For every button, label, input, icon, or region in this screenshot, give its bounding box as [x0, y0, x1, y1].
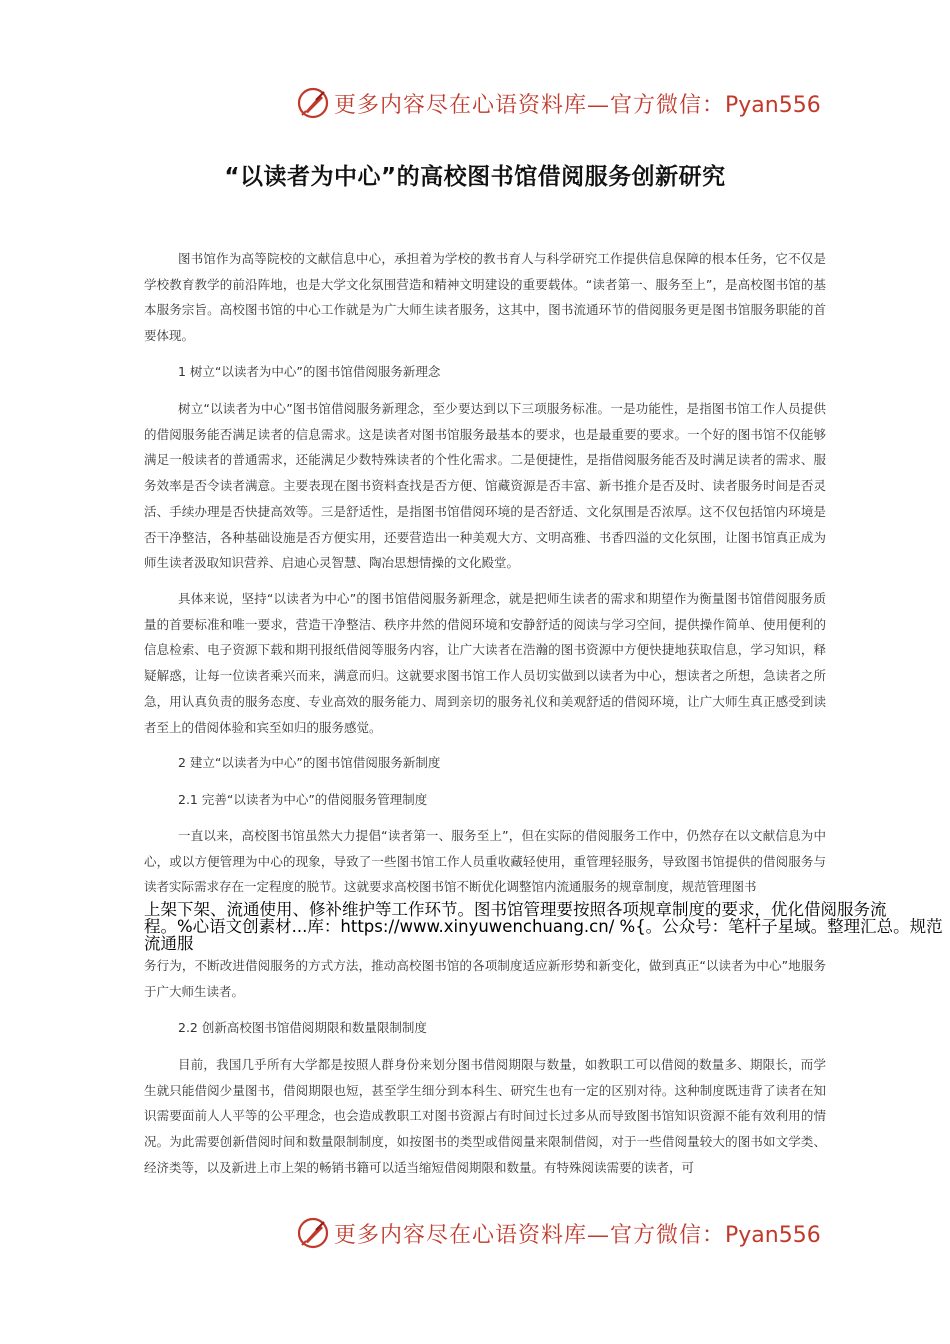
- watermark-banner-bottom: [0, 1212, 950, 1252]
- intro-paragraph: 图书馆作为高等院校的文献信息中心，承担着为学校的教书育人与科学研究工作提供信息保障的根本任务，它不仅是学校教育教学的前沿阵地，也是大学文化氛围营造和精神文明建设的重要载体。“读者第一、服务至上”，是高校图书馆的基本服务宗旨。高校图书馆的中心工作就是为广大师生读者服务，这其中，图书流通环节的借阅服务更是图书馆服务职能的首要体现。: [144, 251, 826, 344]
- section-1-paragraph-1: 树立“以读者为中心”图书馆借阅服务新理念，至少要达到以下三项服务标准。一是功能性，是指图书馆工作人员提供的借阅服务能否满足读者的信息需求。这是读者对图书馆服务最基本的要求，也是最重要的要求。一个好的图书馆不仅能够满足一般读者的普通需求，还能满足少数特殊读者的个性化需求。二是便捷性，是指借阅服务能否及时满足读者的需求、服务效率是否令读者满意。主要表现在图书资料查找是否方便、馆藏资源是否丰富、新书推介是否及时、读者服务时间是否灵活、手续办理是否快捷高效等。三是舒适性，是指图书馆借阅环境的是否舒适、文化氛围是否浓厚。这不仅包括馆内环境是否干净整洁，各种基础设施是否方便实用，还要营造出一种美观大方、文明高雅、书香四溢的文化氛围，让图书馆真正成为师生读者汲取知识营养、启迪心灵智慧、陶冶思想情操的文化殿堂。: [144, 401, 826, 571]
- wechat-id: Pyan556: [725, 1223, 821, 1248]
- section-2-heading: 2 建立“以读者为中心”的图书馆借阅服务新制度: [178, 755, 441, 770]
- watermark-text: 更多内容尽在心语资料库—官方微信：Pyan556: [334, 93, 821, 118]
- section-2-2-heading: 2.2 创新高校图书馆借阅期限和数量限制制度: [178, 1020, 427, 1035]
- section-2-1-paragraph-2: 务行为，不断改进借阅服务的方式方法，推动高校图书馆的各项制度适应新形势和新变化，做到真正“以读者为中心”地服务于广大师生读者。: [144, 958, 826, 999]
- quill-pen-circle-icon: [296, 86, 330, 120]
- quill-pen-circle-icon: [296, 1216, 330, 1250]
- watermark-overlay-text: [144, 901, 944, 952]
- section-1-heading: 1 树立“以读者为中心”的图书馆借阅服务新理念: [178, 364, 441, 379]
- page-title: “以读者为中心”的高校图书馆借阅服务创新研究: [224, 164, 726, 190]
- watermark-banner-top: [0, 82, 950, 122]
- overlay-line-1: 上架下架、流通使用、修补维护等工作环节。图书馆管理要按照各项规章制度的要求，优化借阅服务流: [144, 900, 887, 919]
- section-2-1-paragraph-1: 一直以来，高校图书馆虽然大力提倡“读者第一、服务至上”，但在实际的借阅服务工作中，仍然存在以文献信息为中心，或以方便管理为中心的现象，导致了一些图书馆工作人员重收藏轻使用，重管理轻服务，导致图书馆提供的借阅服务与读者实际需求存在一定程度的脱节。这就要求高校图书馆不断优化调整馆内流通服务的规章制度，规范管理图书: [144, 828, 826, 895]
- overlay-line-2: 程。%心语文创素材...库：https://www.xinyuwenchuang.cn/ %{。公众号：笔杆子星域。整理汇总。规范: [144, 917, 943, 936]
- section-2-1-heading: 2.1 完善“以读者为中心”的借阅服务管理制度: [178, 792, 428, 807]
- wechat-id: Pyan556: [725, 93, 821, 118]
- section-1-paragraph-2: 具体来说，坚持“以读者为中心”的图书馆借阅服务新理念，就是把师生读者的需求和期望作为衡量图书馆借阅服务质量的首要标准和唯一要求，营造干净整洁、秩序井然的借阅环境和安静舒适的阅读与学习空间，提供操作简单、使用便利的信息检索、电子资源下载和期刊报纸借阅等服务内容，让广大读者在浩瀚的图书资源中方便快捷地获取信息，学习知识，释疑解惑，让每一位读者乘兴而来，满意而归。这就要求图书馆工作人员切实做到以读者为中心，想读者之所想，急读者之所急，用认真负责的服务态度、专业高效的服务能力、周到亲切的服务礼仪和美观舒适的借阅环境，让广大师生真正感受到读者至上的借阅体验和宾至如归的服务感觉。: [144, 591, 826, 735]
- watermark-text: 更多内容尽在心语资料库—官方微信：Pyan556: [334, 1223, 821, 1248]
- overlay-line-3: 流通服: [144, 934, 194, 953]
- section-2-2-paragraph-1: 目前，我国几乎所有大学都是按照人群身份来划分图书借阅期限与数量，如教职工可以借阅的数量多、期限长，而学生就只能借阅少量图书，借阅期限也短，甚至学生细分到本科生、研究生也有一定的区别对待。这种制度既违背了读者在知识需要面前人人平等的公平理念，也会造成教职工对图书资源占有时间过长过多从而导致图书馆知识资源不能有效利用的情况。为此需要创新借阅时间和数量限制制度，如按图书的类型或借阅量来限制借阅，对于一些借阅量较大的图书如文学类、经济类等，以及新进上市上架的畅销书籍可以适当缩短借阅期限和数量。有特殊阅读需要的读者，可: [144, 1057, 826, 1175]
